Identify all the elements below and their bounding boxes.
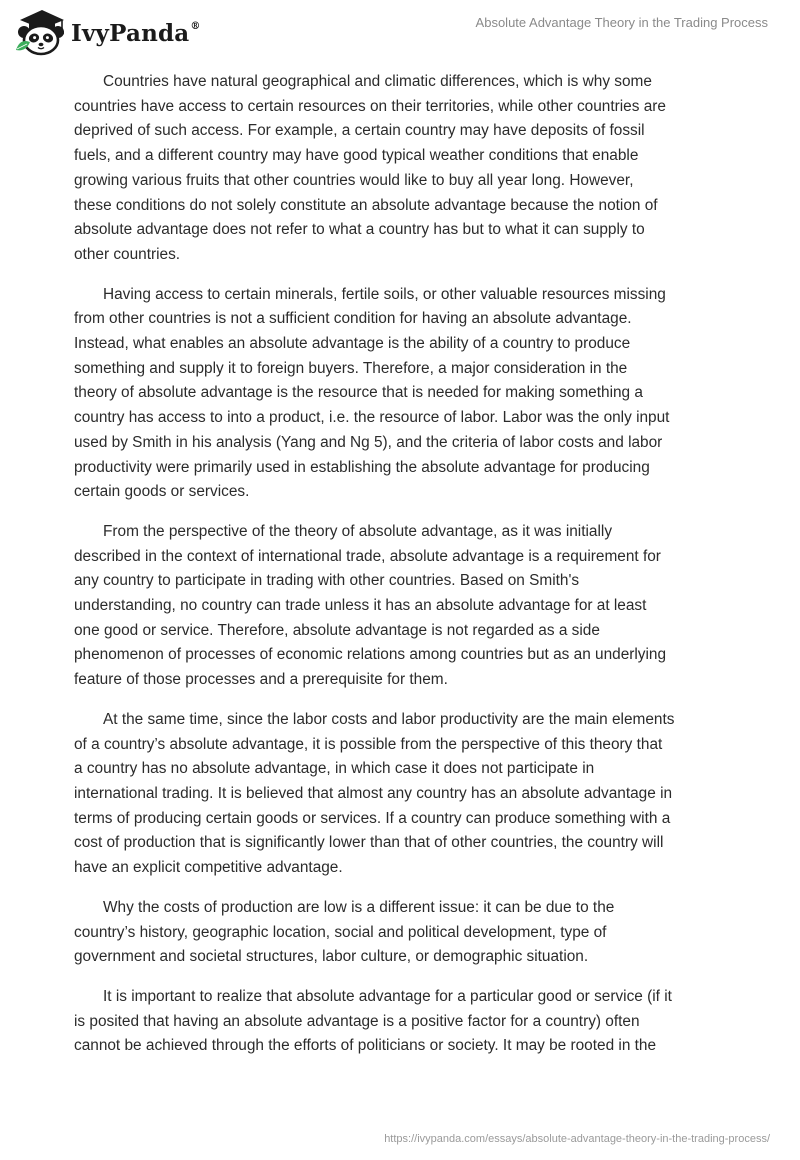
essay-body: [74, 70, 726, 1074]
paragraph-line: absolute advantage does not refer to what a country has but to what it can supply to: [74, 221, 645, 239]
paragraph-line: certain goods or services.: [74, 483, 250, 501]
paragraph-line: terms of producing certain goods or services. If a country can produce something with a: [74, 809, 671, 827]
paragraph-line: growing various fruits that other countries would like to buy all year long. However,: [74, 171, 634, 189]
essay-paragraph: [74, 283, 726, 505]
ivypanda-logo[interactable]: [12, 6, 201, 58]
paragraph-line: country has access to into a product, i.e. the resource of labor. Labor was the only input: [74, 409, 670, 427]
paragraph-line: government and societal structures, labor culture, or demographic situation.: [74, 948, 589, 966]
paragraph-line: from other countries is not a sufficient condition for having an absolute advantage.: [74, 310, 632, 328]
paragraph-line: any country to participate in trading with other countries. Based on Smith's: [74, 572, 580, 590]
paragraph-line: Why the costs of production are low is a different issue: it can be due to the: [103, 898, 615, 916]
paragraph-line: From the perspective of the theory of absolute advantage, as it was initially: [103, 522, 613, 540]
essay-paragraph: [74, 708, 726, 881]
paragraph-line: Having access to certain minerals, fertile soils, or other valuable resources missing: [103, 285, 666, 303]
paragraph-line: theory of absolute advantage is the resource that is needed for making something a: [74, 384, 643, 402]
paragraph-line: other countries.: [74, 245, 181, 263]
paragraph-line: It is important to realize that absolute advantage for a particular good or service (if it: [103, 987, 672, 1005]
paragraph-line: country’s history, geographic location, social and political development, type of: [74, 923, 607, 941]
paragraph-line: one good or service. Therefore, absolute advantage is not regarded as a side: [74, 621, 600, 639]
paragraph-line: is posited that having an absolute advantage is a positive factor for a country) often: [74, 1012, 640, 1030]
brand-name: [71, 20, 201, 47]
paragraph-line: productivity were primarily used in establishing the absolute advantage for producing: [74, 458, 650, 476]
paragraph-line: countries have access to certain resources on their territories, while other countries are: [74, 97, 666, 115]
paragraph-line: a country has no absolute advantage, in which case it does not participate in: [74, 760, 595, 778]
registered-mark: ®: [190, 20, 201, 32]
paragraph-line: cannot be achieved through the efforts of politicians or society. It may be rooted in the: [74, 1037, 657, 1055]
paragraph-line: phenomenon of processes of economic relations among countries but as an underlying: [74, 646, 667, 664]
paragraph-line: described in the context of international trade, absolute advantage is a requirement for: [74, 547, 661, 565]
paragraph-line: have an explicit competitive advantage.: [74, 859, 343, 877]
panda-graduate-icon: [12, 6, 68, 58]
paragraph-line: something and supply it to foreign buyers. Therefore, a major consideration in the: [74, 359, 628, 377]
paragraph-line: international trading. It is believed that almost any country has an absolute advantage in: [74, 784, 673, 802]
paragraph-line: At the same time, since the labor costs and labor productivity are the main elements: [103, 710, 675, 728]
document-title: Absolute Advantage Theory in the Trading Process: [475, 15, 768, 30]
page-header: [0, 0, 800, 70]
paragraph-line: Countries have natural geographical and climatic differences, which is why some: [103, 73, 652, 90]
paragraph-line: used by Smith in his analysis (Yang and Ng 5), and the criteria of labor costs and labor: [74, 433, 663, 451]
essay-paragraph: [74, 70, 726, 268]
paragraph-line: of a country’s absolute advantage, it is possible from the perspective of this theory that: [74, 735, 663, 753]
essay-paragraph: [74, 896, 726, 970]
paragraph-line: fuels, and a different country may have good typical weather conditions that enable: [74, 147, 639, 165]
paragraph-line: feature of those processes and a prerequisite for them.: [74, 671, 448, 689]
paragraph-line: these conditions do not solely constitute an absolute advantage because the notion of: [74, 196, 658, 214]
paragraph-line: deprived of such access. For example, a certain country may have deposits of fossil: [74, 122, 645, 140]
source-url[interactable]: https://ivypanda.com/essays/absolute-advantage-theory-in-the-trading-process/: [384, 1133, 770, 1145]
paragraph-line: cost of production that is significantly lower than that of other countries, the country will: [74, 834, 664, 852]
brand-label: IvyPanda: [71, 19, 190, 47]
essay-paragraph: [74, 520, 726, 693]
paragraph-line: understanding, no country can trade unless it has an absolute advantage for at least: [74, 597, 647, 615]
paragraph-line: Instead, what enables an absolute advantage is the ability of a country to produce: [74, 335, 631, 353]
essay-paragraph: [74, 985, 726, 1059]
